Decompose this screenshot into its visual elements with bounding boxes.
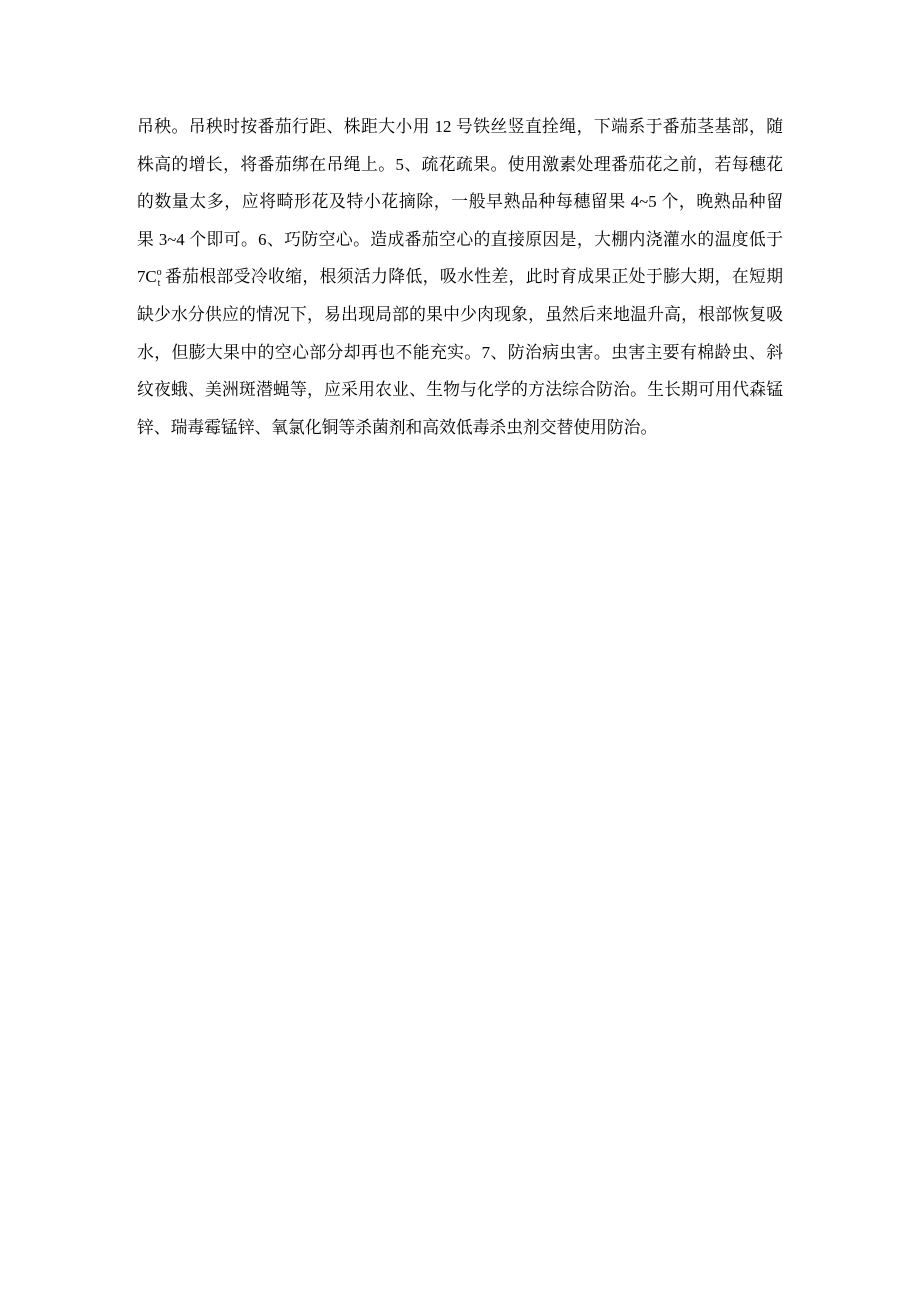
text-line-7: 水，但膨大果中的空心部分却再也不能充实。7、防治病虫害。虫害主要有棉龄虫、斜	[137, 342, 783, 362]
text-line-9: 锌、瑞毒霉锰锌、氧氯化铜等杀菌剂和高效低毒杀虫剂交替使用防治。	[137, 417, 658, 437]
text-line-3: 的数量太多，应将畸形花及特小花摘除，一般早熟品种每穗留果 4~5 个，晚熟品种留	[137, 192, 783, 212]
body-paragraph	[137, 108, 783, 446]
text-line-2: 株高的增长，将番茄绑在吊绳上。5、疏花疏果。使用激素处理番茄花之前，若每穗花	[137, 154, 783, 174]
temperature-subscript: t	[157, 278, 161, 290]
text-line-1: 吊秧。吊秧时按番茄行距、株距大小用 12 号铁丝竖直拴绳，下端系于番茄茎基部，随	[137, 117, 783, 136]
temperature-value: 7C	[137, 267, 157, 287]
text-line-8: 纹夜蛾、美洲斑潜蝇等，应采用农业、生物与化学的方法综合防治。生长期可用代森锰	[137, 380, 783, 400]
text-line-4: 果 3~4 个即可。6、巧防空心。造成番茄空心的直接原因是，大棚内浇灌水的温度低于	[137, 229, 783, 249]
text-line-5-rest: 番茄根部受冷收缩，根须活力降低，吸水性差，此时育成果正处于膨大期，在短期	[160, 267, 783, 287]
text-line-6: 缺少水分供应的情况下，易出现局部的果中少肉现象，虽然后来地温升高，根部恢复吸	[137, 304, 783, 324]
temperature-superscript: o	[156, 267, 162, 279]
text-line-5	[137, 258, 783, 296]
